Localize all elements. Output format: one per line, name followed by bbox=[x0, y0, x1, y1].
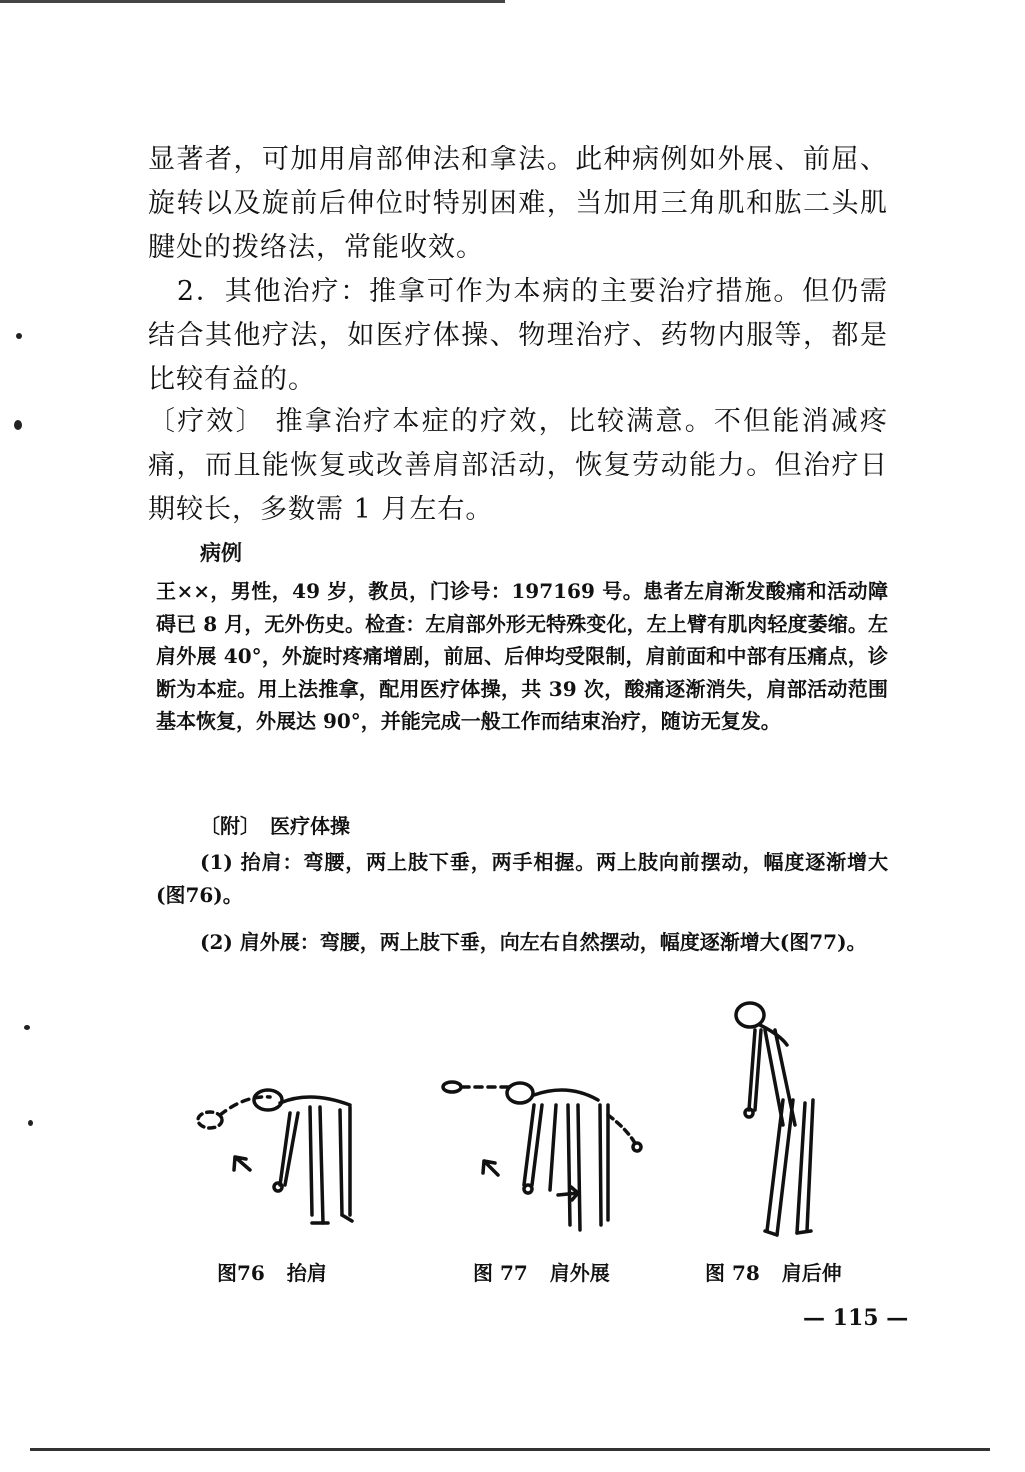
figure-76-illustration bbox=[190, 1075, 370, 1240]
figure-77-caption bbox=[473, 1257, 610, 1286]
paragraph-3: 〔疗效〕 推拿治疗本症的疗效，比较满意。不但能消减疼痛，而且能恢复或改善肩部活动，恢复劳动能力。但治疗日期较长，多数需 1 月左右。 bbox=[148, 406, 888, 525]
top-rule bbox=[0, 0, 505, 3]
figure-77-number: 图 77 bbox=[473, 1261, 528, 1285]
scan-speck bbox=[28, 1120, 33, 1126]
scan-speck bbox=[16, 333, 22, 339]
figure-78-caption bbox=[705, 1257, 842, 1286]
attachment-title: 医疗体操 bbox=[270, 814, 350, 838]
paragraph-2: 2．其他治疗：推拿可作为本病的主要治疗措施。但仍需结合其他疗法，如医疗体操、物理治疗、药物内服等，都是比较有益的。 bbox=[148, 276, 888, 395]
attachment-bracket: 〔附〕 bbox=[200, 814, 260, 838]
paragraph-1: 显著者，可加用肩部伸法和拿法。此种病例如外展、前屈、旋转以及旋前后伸位时特别困难，当加用三角肌和肱二头肌腱处的拨络法，常能收效。 bbox=[148, 144, 888, 263]
figure-78-illustration bbox=[725, 995, 825, 1240]
figure-76-title: 抬肩 bbox=[286, 1261, 327, 1285]
case-text: 王××，男性，49 岁，教员，门诊号：197169 号。患者左肩渐发酸痛和活动障碍已 8 月，无外伤史。检查：左肩部外形无特殊变化，左上臂有肌肉轻度萎缩。左肩外展 40°，外旋时疼痛增剧，前屈、后伸均受限制，肩前面和中部有压痛点，诊断为本症。用上法推拿，配用医疗体操，共 39 次，酸痛逐渐消失，肩部活动范围基本恢复，外展达 90°，并能完成一般工作而结束治疗，随访无复发。 bbox=[156, 579, 888, 734]
figure-77-illustration bbox=[438, 1075, 648, 1240]
figure-77-title: 肩外展 bbox=[549, 1261, 610, 1285]
attachment-heading bbox=[200, 810, 350, 839]
bottom-rule bbox=[30, 1448, 990, 1451]
figure-76-caption bbox=[217, 1257, 327, 1286]
figure-78-number: 图 78 bbox=[705, 1261, 760, 1285]
page-number: — 115 — bbox=[803, 1305, 909, 1331]
exercise-1: (1) 抬肩：弯腰，两上肢下垂，两手相握。两上肢向前摆动，幅度逐渐增大(图76)。 bbox=[156, 850, 888, 907]
case-heading: 病例 bbox=[200, 541, 242, 565]
exercise-2: (2) 肩外展：弯腰，两上肢下垂，向左右自然摆动，幅度逐渐增大(图77)。 bbox=[200, 930, 867, 954]
scan-speck bbox=[14, 420, 22, 430]
figure-78-title: 肩后伸 bbox=[781, 1261, 842, 1285]
figure-76-number: 图76 bbox=[217, 1261, 265, 1285]
scan-speck bbox=[24, 1025, 30, 1030]
